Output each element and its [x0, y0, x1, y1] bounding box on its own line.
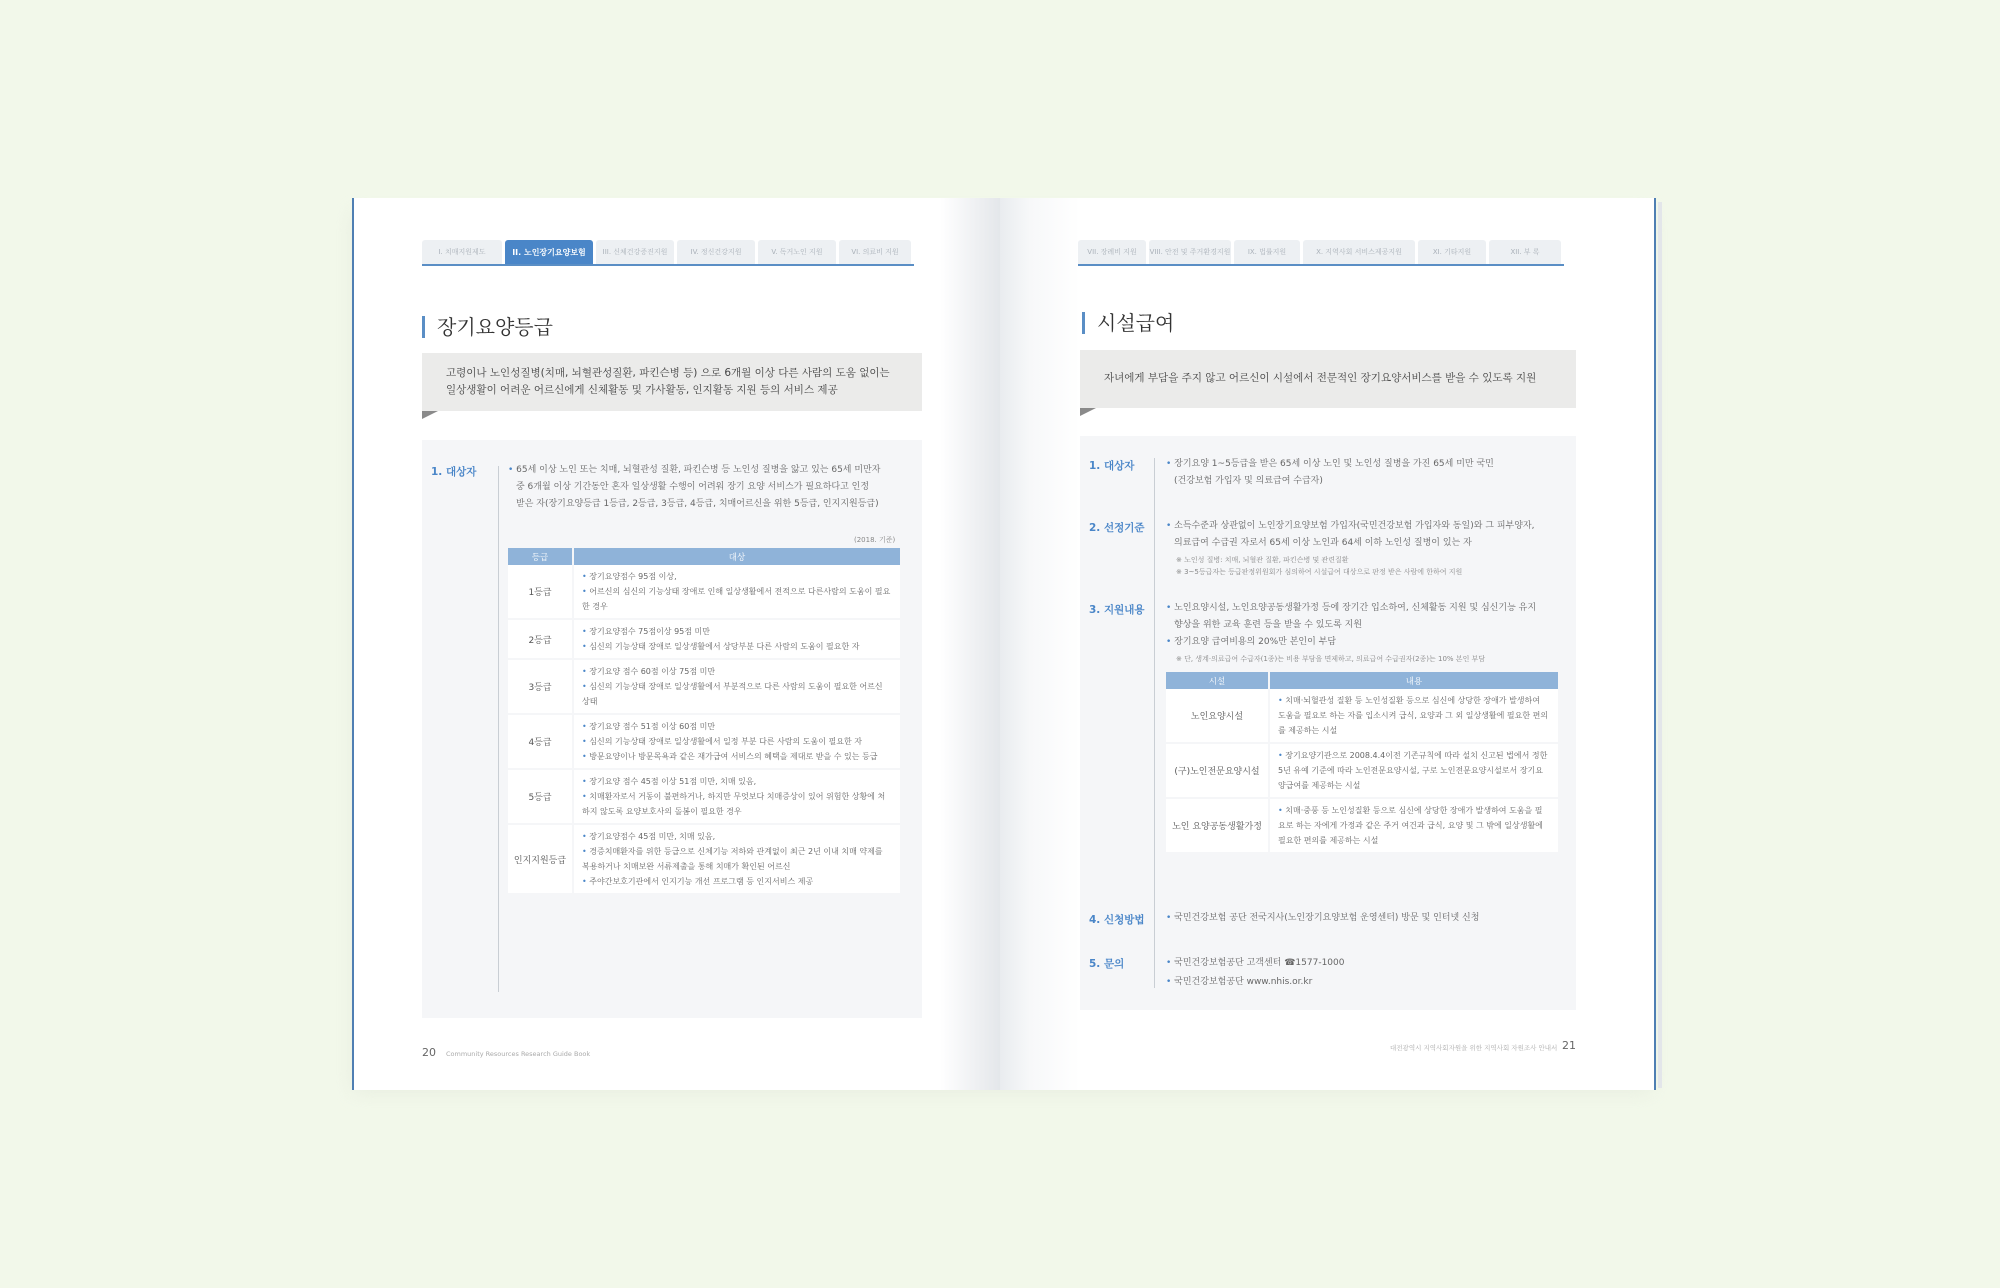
grade-description	[573, 714, 900, 769]
chapter-tabs-right	[1078, 240, 1564, 266]
target-text	[508, 462, 918, 513]
facility-text: • 치매·중풍 등 노인성질환 등으로 심신에 상당한 장애가 발생하여 도움을 필요로 하는 자에게 가정과 같은 주거 여건과 급식, 요양 및 그 밖에 일상생활에 필요한 편의를 제공하는 시설	[1278, 803, 1550, 848]
grade-name: 3등급	[508, 659, 573, 714]
tab-chapter-1[interactable]: I. 치매지원제도	[422, 240, 502, 264]
apply-text: • 국민건강보험 공단 전국지사(노인장기요양보험 운영센터) 방문 및 인터넷 신청	[1166, 910, 1566, 927]
criteria-note-2: ※ 3~5등급자는 등급판정위원회가 심의하여 시설급여 대상으로 판정 받은 사람에 한하여 지원	[1176, 568, 1463, 576]
tab-chapter-6[interactable]: VI. 의료비 지원	[839, 240, 911, 264]
facility-description	[1269, 743, 1558, 798]
summary-tail	[422, 411, 438, 419]
page-number: 20	[422, 1046, 436, 1059]
chapter-tabs	[422, 240, 914, 266]
summary-line-1: 고령이나 노인성질병(치매, 뇌혈관성질환, 파킨슨병 등) 으로 6개월 이상 다른 사람의 도움 없이는	[446, 367, 890, 379]
grade-description	[573, 824, 900, 894]
tab-chapter-11[interactable]: XI. 기타지원	[1418, 240, 1486, 264]
page-number-right: 21	[1562, 1039, 1576, 1052]
contact-phone: • 국민건강보험공단 고객센터 ☎1577-1000	[1166, 954, 1566, 973]
target-label-right: 1. 대상자	[1089, 460, 1135, 472]
grade-name: 5등급	[508, 769, 573, 824]
grade-description	[573, 659, 900, 714]
grade-row	[508, 769, 900, 824]
page-title-right: 시설급여	[1082, 312, 1174, 334]
content-line-1: • 노인요양시설, 노인요양공동생활가정 등에 장기간 입소하여, 신체활동 지원 및 심신기능 유지	[1166, 600, 1566, 617]
grade-criterion: • 심신의 기능상태 장애로 일상생활에서 부분적으로 다른 사람의 도움이 필요한 어르신 상태	[582, 679, 892, 709]
summary-box	[422, 353, 922, 411]
grade-row	[508, 824, 900, 894]
tab-chapter-8[interactable]: VIII. 안전 및 주거환경지원	[1149, 240, 1231, 264]
criteria-text	[1166, 518, 1566, 552]
header-facility: 시설	[1166, 672, 1269, 689]
tab-chapter-5[interactable]: V. 독거노인 지원	[758, 240, 836, 264]
facility-description	[1269, 798, 1558, 853]
right-page	[1000, 198, 1656, 1090]
facility-row	[1166, 798, 1558, 853]
tab-chapter-12[interactable]: XII. 부 록	[1489, 240, 1561, 264]
grade-criterion: • 심신의 기능상태 장애로 일상생활에서 상당부분 다른 사람의 도움이 필요한 자	[582, 639, 892, 654]
grade-criterion: • 장기요양 점수 45점 이상 51점 미만, 치매 있음,	[582, 774, 892, 789]
criteria-line-1: • 소득수준과 상관없이 노인장기요양보험 가입자(국민건강보험 가입자와 동일)와 그 피부양자,	[1166, 518, 1566, 535]
divider-line-right	[1154, 458, 1155, 988]
grade-criterion: • 방문요양이나 방문목욕과 같은 재가급여 서비스의 혜택을 제대로 받을 수 있는 등급	[582, 749, 892, 764]
tab-chapter-7[interactable]: VII. 장례비 지원	[1078, 240, 1146, 264]
grade-criterion: • 경증치매환자를 위한 등급으로 신체기능 저하와 관계없이 최근 2년 이내 치매 약제를 복용하거나 치매보완 서류제출을 통해 치매가 확인된 어르신	[582, 844, 892, 874]
grade-row	[508, 619, 900, 659]
content-label: 3. 지원내용	[1089, 604, 1145, 616]
grade-criterion: • 장기요양 점수 51점 이상 60점 미만	[582, 719, 892, 734]
apply-label: 4. 신청방법	[1089, 914, 1145, 926]
tab-chapter-4[interactable]: IV. 정신건강지원	[677, 240, 755, 264]
content-line-2: 향상을 위한 교육 훈련 등을 받을 수 있도록 지원	[1174, 620, 1363, 630]
grade-criterion: • 치매환자로서 거동이 불편하거나, 하지만 무엇보다 치매증상이 있어 위험한 상황에 처하지 않도록 요양보호사의 돌봄이 필요한 경우	[582, 789, 892, 819]
facility-name: 노인요양시설	[1166, 689, 1269, 743]
tab-chapter-9[interactable]: IX. 법률지원	[1234, 240, 1300, 264]
content-panel	[422, 440, 922, 1018]
target-line-2: 중 6개월 이상 기간동안 혼자 일상생활 수행이 어려워 장기 요양 서비스가 필요하다고 인정	[516, 482, 870, 492]
tab-chapter-2[interactable]: II. 노인장기요양보험	[505, 240, 593, 264]
grade-row	[508, 659, 900, 714]
header-target: 대상	[573, 548, 900, 565]
summary-tail-right	[1080, 408, 1096, 416]
facility-description	[1269, 689, 1558, 743]
grade-criterion: • 어르신의 심신의 기능상태 장애로 인해 일상생활에서 전적으로 다른사람의 도움이 필요한 경우	[582, 584, 892, 614]
tab-chapter-3[interactable]: III. 신체건강증진지원	[596, 240, 674, 264]
left-page	[352, 198, 1000, 1090]
facility-text: • 장기요양기관으로 2008.4.4이전 기존규칙에 따라 설치 신고된 법에서 정한 5년 유예 기준에 따라 노인전문요양시설, 구로 노인전문요양시설로서 장기요양급여를 제공하는 시설	[1278, 748, 1550, 793]
grade-criterion: • 심신의 기능상태 장애로 일상생활에서 일정 부분 다른 사람의 도움이 필요한 자	[582, 734, 892, 749]
criteria-notes	[1176, 554, 1462, 578]
content-line-3: • 장기요양 급여비용의 20%만 본인이 부담	[1166, 634, 1566, 651]
contact-label: 5. 문의	[1089, 958, 1125, 970]
facility-name: 노인 요양공동생활가정	[1166, 798, 1269, 853]
facility-row	[1166, 689, 1558, 743]
page-edge	[1658, 202, 1662, 1088]
target-line-1: • 65세 이상 노인 또는 치매, 뇌혈관성 질환, 파킨슨병 등 노인성 질병을 앓고 있는 65세 미만자	[508, 462, 918, 479]
page-title: 장기요양등급	[422, 316, 553, 338]
summary-line-2: 일상생활이 어려운 어르신에게 신체활동 및 가사활동, 인지활동 지원 등의 서비스 제공	[446, 384, 838, 396]
grade-criterion: • 장기요양 점수 60점 이상 75점 미만	[582, 664, 892, 679]
grade-description	[573, 769, 900, 824]
grade-table	[508, 548, 900, 895]
target-right-line-2: (건강보험 가입자 및 의료급여 수급자)	[1174, 476, 1323, 486]
criteria-note-1: ※ 노인성 질병: 치매, 뇌혈관 질환, 파킨슨병 및 관련질환	[1176, 556, 1349, 564]
grade-criterion: • 장기요양점수 95점 이상,	[582, 569, 892, 584]
header-content: 내용	[1269, 672, 1558, 689]
summary-box-right: 자녀에게 부담을 주지 않고 어르신이 시설에서 전문적인 장기요양서비스를 받을 수 있도록 지원	[1080, 350, 1576, 408]
criteria-line-2: 의료급여 수급권 자로서 65세 이상 노인과 64세 이하 노인성 질병이 있는 자	[1174, 538, 1472, 548]
grade-row	[508, 714, 900, 769]
facility-text: • 치매·뇌혈관성 질환 등 노인성질환 등으로 심신에 상당한 장애가 발생하여 도움을 필요로 하는 자를 입소시켜 급식, 요양과 그 외 일상생활에 필요한 편의를 제공하는 시설	[1278, 693, 1550, 738]
target-right-line-1: • 장기요양 1~5등급을 받은 65세 이상 노인 및 노인성 질병을 가진 65세 미만 국민	[1166, 456, 1566, 473]
content-note: ※ 단, 생계·의료급여 수급자(1종)는 비용 부담을 면제하고, 의료급여 수급권자(2종)는 10% 본인 부담	[1176, 655, 1486, 663]
facility-row	[1166, 743, 1558, 798]
tab-chapter-10[interactable]: X. 지역사회 서비스제공지원	[1303, 240, 1415, 264]
grade-description	[573, 619, 900, 659]
footer-title: Community Resources Research Guide Book	[446, 1050, 591, 1058]
divider-line	[498, 466, 499, 992]
header-grade: 등급	[508, 548, 573, 565]
facility-name: (구)노인전문요양시설	[1166, 743, 1269, 798]
table-note: (2018. 기준)	[854, 536, 896, 544]
grade-criterion: • 장기요양점수 75점이상 95점 미만	[582, 624, 892, 639]
criteria-label: 2. 선정기준	[1089, 522, 1145, 534]
grade-criterion: • 장기요양점수 45점 미만, 치매 있음,	[582, 829, 892, 844]
grade-row	[508, 565, 900, 619]
facility-table	[1166, 672, 1558, 854]
grade-name: 2등급	[508, 619, 573, 659]
target-label: 1. 대상자	[431, 466, 477, 478]
content-text	[1166, 600, 1566, 651]
grade-name: 1등급	[508, 565, 573, 619]
target-text-right	[1166, 456, 1566, 490]
content-panel-right	[1080, 436, 1576, 1010]
target-line-3: 받은 자(장기요양등급 1등급, 2등급, 3등급, 4등급, 치매어르신을 위한 5등급, 인지지원등급)	[516, 499, 879, 509]
grade-description	[573, 565, 900, 619]
contact-text	[1166, 954, 1566, 992]
grade-criterion: • 주야간보호기관에서 인지기능 개선 프로그램 등 인지서비스 제공	[582, 874, 892, 889]
grade-name: 4등급	[508, 714, 573, 769]
grade-name: 인지지원등급	[508, 824, 573, 894]
contact-website[interactable]: • 국민건강보험공단 www.nhis.or.kr	[1166, 973, 1566, 992]
footer-title-right: 대전광역시 지역사회자원을 위한 지역사회 자원조사 안내서	[1390, 1044, 1558, 1052]
